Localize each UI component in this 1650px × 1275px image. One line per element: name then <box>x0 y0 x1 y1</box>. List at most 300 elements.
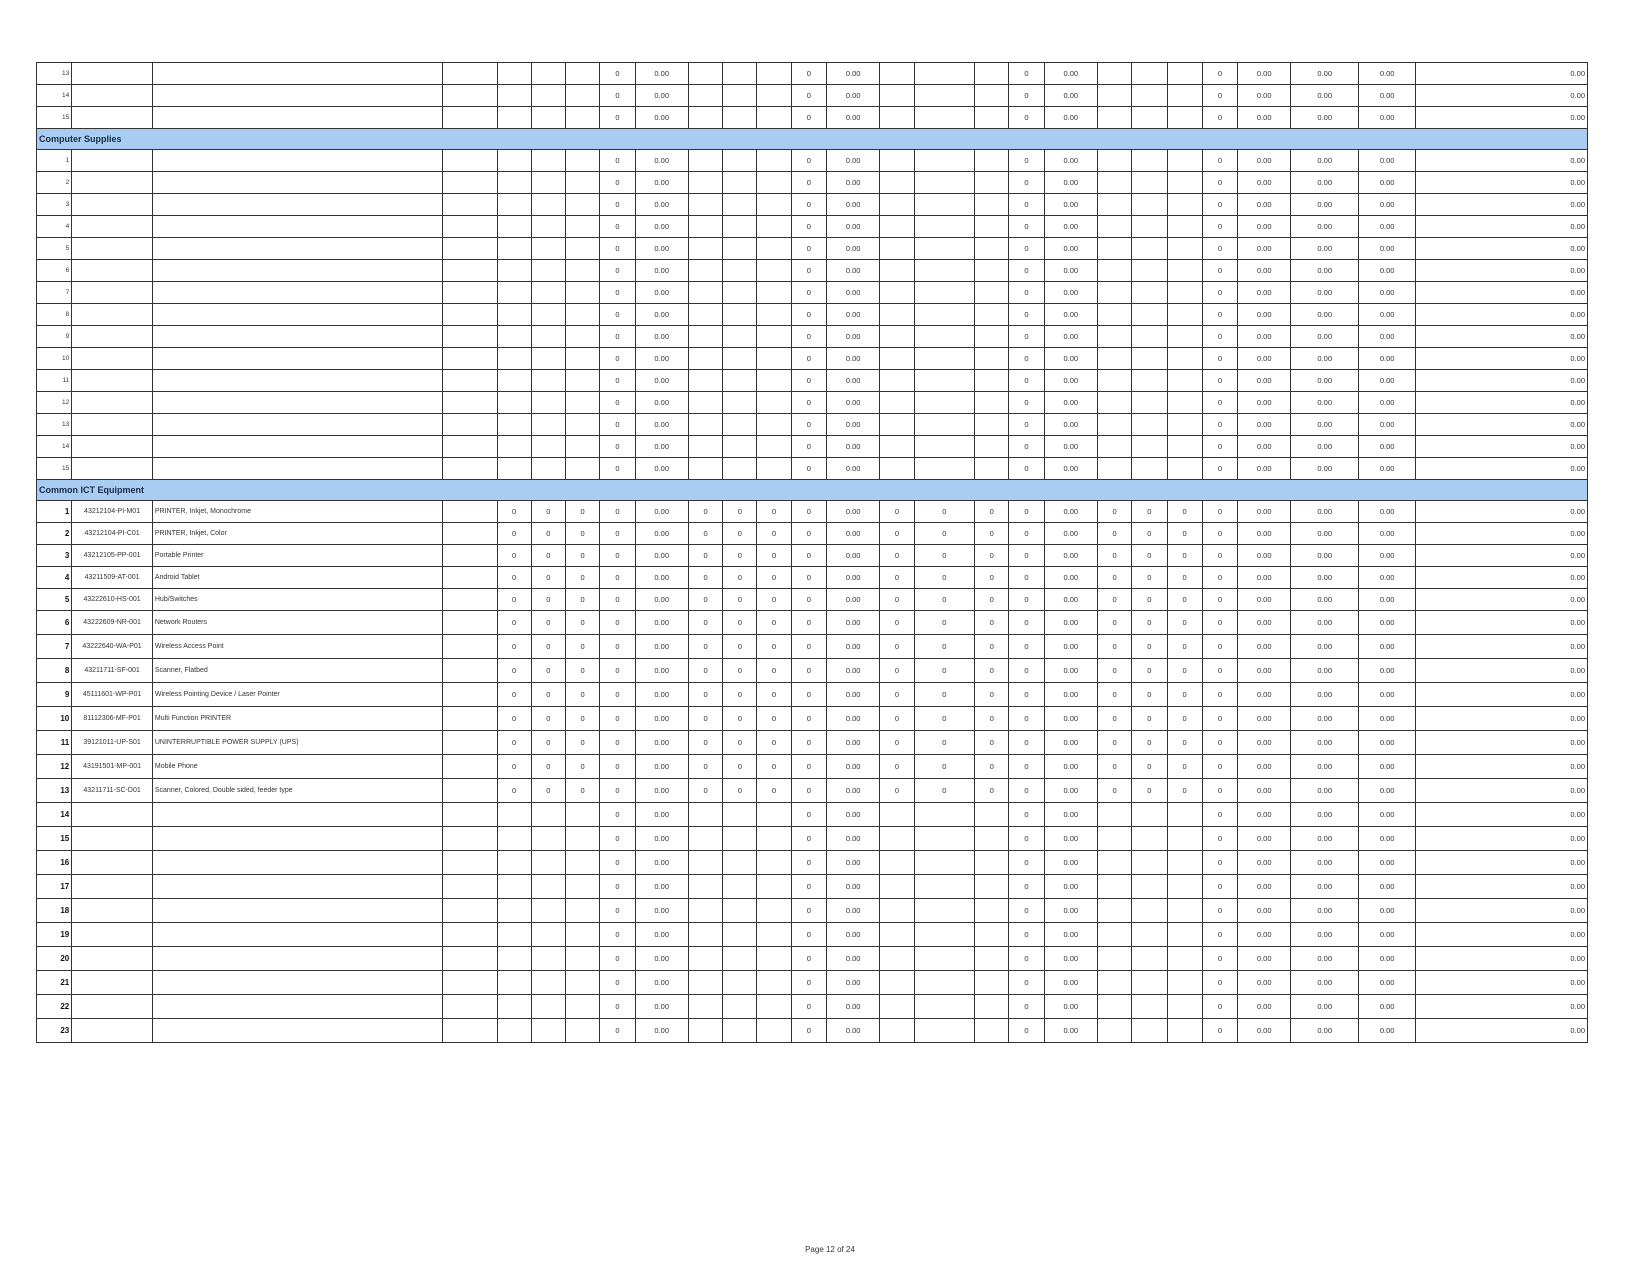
quarter-qty: 0 <box>600 282 635 304</box>
month-qty <box>1167 326 1202 348</box>
quarter-qty: 0 <box>1202 260 1237 282</box>
month-qty: 0 <box>1167 523 1202 545</box>
month-qty <box>566 326 600 348</box>
quarter-amount: 0.00 <box>1044 436 1097 458</box>
month-qty: 0 <box>1167 731 1202 755</box>
quarter-qty: 0 <box>791 85 826 107</box>
item-description <box>152 216 442 238</box>
item-description <box>152 326 442 348</box>
item-description <box>152 85 442 107</box>
quarter-amount: 0.00 <box>1044 683 1097 707</box>
month-qty <box>531 1019 565 1043</box>
unit-price: 0.00 <box>1358 899 1415 923</box>
month-qty <box>723 348 757 370</box>
item-code <box>72 260 153 282</box>
quarter-qty: 0 <box>791 683 826 707</box>
month-qty <box>566 923 600 947</box>
month-qty <box>880 458 914 480</box>
month-qty <box>757 851 791 875</box>
month-qty: 0 <box>757 545 791 567</box>
month-qty <box>531 238 565 260</box>
month-qty <box>723 216 757 238</box>
row-number: 8 <box>37 304 72 326</box>
month-qty: 0 <box>1167 611 1202 635</box>
month-qty <box>914 238 974 260</box>
month-qty <box>497 216 531 238</box>
unit-price: 0.00 <box>1358 611 1415 635</box>
unit-price: 0.00 <box>1358 923 1415 947</box>
quarter-qty: 0 <box>1009 683 1044 707</box>
total-qty-amount: 0.00 <box>1291 370 1359 392</box>
month-qty: 0 <box>914 635 974 659</box>
month-qty <box>880 348 914 370</box>
quarter-qty: 0 <box>600 238 635 260</box>
unit <box>443 107 497 129</box>
month-qty <box>1167 851 1202 875</box>
month-qty <box>1097 803 1131 827</box>
month-qty <box>1132 995 1167 1019</box>
month-qty: 0 <box>1132 501 1167 523</box>
quarter-amount: 0.00 <box>1044 995 1097 1019</box>
item-description <box>152 827 442 851</box>
row-number: 7 <box>37 282 72 304</box>
month-qty <box>880 107 914 129</box>
month-qty <box>757 326 791 348</box>
quarter-qty: 0 <box>600 779 635 803</box>
month-qty <box>688 899 722 923</box>
month-qty: 0 <box>531 501 565 523</box>
month-qty <box>914 851 974 875</box>
month-qty <box>531 107 565 129</box>
quarter-qty: 0 <box>600 683 635 707</box>
quarter-amount: 0.00 <box>826 348 879 370</box>
month-qty <box>723 414 757 436</box>
month-qty: 0 <box>531 611 565 635</box>
month-qty: 0 <box>1097 545 1131 567</box>
quarter-amount: 0.00 <box>635 501 688 523</box>
quarter-amount: 0.00 <box>1238 995 1291 1019</box>
month-qty <box>757 436 791 458</box>
item-code <box>72 436 153 458</box>
month-qty: 0 <box>723 589 757 611</box>
month-qty <box>688 304 722 326</box>
item-description: Multi Function PRINTER <box>152 707 442 731</box>
month-qty <box>1097 851 1131 875</box>
month-qty: 0 <box>975 635 1009 659</box>
item-code <box>72 923 153 947</box>
item-description: PRINTER, Inkjet, Color <box>152 523 442 545</box>
month-qty <box>688 827 722 851</box>
month-qty <box>880 216 914 238</box>
quarter-amount: 0.00 <box>826 260 879 282</box>
total-qty-amount: 0.00 <box>1291 172 1359 194</box>
month-qty: 0 <box>566 523 600 545</box>
total-amount: 0.00 <box>1416 260 1588 282</box>
quarter-amount: 0.00 <box>635 458 688 480</box>
unit-price: 0.00 <box>1358 370 1415 392</box>
unit-price: 0.00 <box>1358 172 1415 194</box>
month-qty <box>531 971 565 995</box>
unit-price: 0.00 <box>1358 238 1415 260</box>
unit-price: 0.00 <box>1358 348 1415 370</box>
quarter-amount: 0.00 <box>826 971 879 995</box>
quarter-qty: 0 <box>791 216 826 238</box>
month-qty <box>880 238 914 260</box>
quarter-amount: 0.00 <box>1044 971 1097 995</box>
quarter-qty: 0 <box>1009 85 1044 107</box>
month-qty <box>975 107 1009 129</box>
month-qty <box>723 63 757 85</box>
unit <box>443 851 497 875</box>
month-qty <box>880 971 914 995</box>
item-code: 43212105-PP-001 <box>72 545 153 567</box>
month-qty: 0 <box>1167 589 1202 611</box>
unit-price: 0.00 <box>1358 635 1415 659</box>
month-qty <box>723 923 757 947</box>
month-qty <box>723 803 757 827</box>
month-qty <box>1167 348 1202 370</box>
table-row <box>37 545 1588 567</box>
month-qty <box>1097 899 1131 923</box>
month-qty: 0 <box>688 707 722 731</box>
month-qty <box>757 150 791 172</box>
unit-price: 0.00 <box>1358 683 1415 707</box>
month-qty: 0 <box>497 779 531 803</box>
unit <box>443 326 497 348</box>
total-amount: 0.00 <box>1416 851 1588 875</box>
unit <box>443 216 497 238</box>
quarter-qty: 0 <box>1202 779 1237 803</box>
unit-price: 0.00 <box>1358 567 1415 589</box>
month-qty: 0 <box>566 545 600 567</box>
total-qty-amount: 0.00 <box>1291 326 1359 348</box>
month-qty: 0 <box>1097 755 1131 779</box>
month-qty <box>975 458 1009 480</box>
quarter-qty: 0 <box>791 326 826 348</box>
unit-price: 0.00 <box>1358 326 1415 348</box>
quarter-qty: 0 <box>1202 755 1237 779</box>
month-qty <box>975 875 1009 899</box>
month-qty <box>1132 85 1167 107</box>
month-qty: 0 <box>688 779 722 803</box>
table-row <box>37 707 1588 731</box>
month-qty <box>497 414 531 436</box>
unit <box>443 85 497 107</box>
total-qty-amount: 0.00 <box>1291 1019 1359 1043</box>
quarter-amount: 0.00 <box>826 755 879 779</box>
row-number: 13 <box>37 63 72 85</box>
quarter-amount: 0.00 <box>1044 304 1097 326</box>
month-qty <box>497 194 531 216</box>
total-amount: 0.00 <box>1416 523 1588 545</box>
total-amount: 0.00 <box>1416 1019 1588 1043</box>
quarter-qty: 0 <box>1009 779 1044 803</box>
table-row <box>37 1019 1588 1043</box>
month-qty <box>688 326 722 348</box>
month-qty <box>914 282 974 304</box>
table-row <box>37 194 1588 216</box>
quarter-qty: 0 <box>600 194 635 216</box>
unit <box>443 947 497 971</box>
month-qty <box>1132 348 1167 370</box>
quarter-qty: 0 <box>600 436 635 458</box>
month-qty <box>1167 392 1202 414</box>
quarter-amount: 0.00 <box>826 995 879 1019</box>
month-qty: 0 <box>914 567 974 589</box>
month-qty <box>975 392 1009 414</box>
quarter-qty: 0 <box>600 899 635 923</box>
month-qty <box>1132 875 1167 899</box>
quarter-qty: 0 <box>600 370 635 392</box>
quarter-amount: 0.00 <box>1044 779 1097 803</box>
total-amount: 0.00 <box>1416 282 1588 304</box>
month-qty: 0 <box>531 567 565 589</box>
quarter-amount: 0.00 <box>826 436 879 458</box>
month-qty: 0 <box>757 567 791 589</box>
quarter-amount: 0.00 <box>826 326 879 348</box>
month-qty <box>1132 899 1167 923</box>
month-qty <box>688 282 722 304</box>
table-row <box>37 803 1588 827</box>
row-number: 18 <box>37 899 72 923</box>
table-row <box>37 458 1588 480</box>
row-number: 11 <box>37 731 72 755</box>
month-qty: 0 <box>723 567 757 589</box>
quarter-amount: 0.00 <box>826 827 879 851</box>
quarter-qty: 0 <box>1009 392 1044 414</box>
unit <box>443 304 497 326</box>
total-qty-amount: 0.00 <box>1291 589 1359 611</box>
month-qty <box>975 260 1009 282</box>
table-row <box>37 523 1588 545</box>
month-qty: 0 <box>975 611 1009 635</box>
month-qty <box>497 260 531 282</box>
quarter-qty: 0 <box>1202 85 1237 107</box>
month-qty: 0 <box>723 545 757 567</box>
total-amount: 0.00 <box>1416 370 1588 392</box>
month-qty <box>497 304 531 326</box>
month-qty <box>723 392 757 414</box>
quarter-amount: 0.00 <box>1238 683 1291 707</box>
quarter-qty: 0 <box>600 172 635 194</box>
quarter-amount: 0.00 <box>635 947 688 971</box>
quarter-amount: 0.00 <box>1044 611 1097 635</box>
quarter-amount: 0.00 <box>1238 501 1291 523</box>
quarter-qty: 0 <box>600 85 635 107</box>
month-qty <box>1132 436 1167 458</box>
quarter-qty: 0 <box>791 545 826 567</box>
month-qty <box>723 282 757 304</box>
table-row <box>37 611 1588 635</box>
month-qty: 0 <box>1132 779 1167 803</box>
row-number: 15 <box>37 827 72 851</box>
month-qty <box>1097 63 1131 85</box>
month-qty <box>497 851 531 875</box>
quarter-amount: 0.00 <box>635 194 688 216</box>
quarter-amount: 0.00 <box>635 523 688 545</box>
month-qty: 0 <box>914 683 974 707</box>
total-amount: 0.00 <box>1416 731 1588 755</box>
month-qty <box>975 194 1009 216</box>
row-number: 8 <box>37 659 72 683</box>
month-qty <box>757 1019 791 1043</box>
month-qty <box>566 458 600 480</box>
quarter-amount: 0.00 <box>1238 659 1291 683</box>
quarter-amount: 0.00 <box>826 899 879 923</box>
month-qty <box>1097 971 1131 995</box>
month-qty <box>723 947 757 971</box>
quarter-qty: 0 <box>600 545 635 567</box>
month-qty <box>975 304 1009 326</box>
total-amount: 0.00 <box>1416 971 1588 995</box>
quarter-amount: 0.00 <box>1238 216 1291 238</box>
total-amount: 0.00 <box>1416 803 1588 827</box>
quarter-qty: 0 <box>1009 238 1044 260</box>
quarter-amount: 0.00 <box>1044 85 1097 107</box>
month-qty <box>1097 304 1131 326</box>
quarter-qty: 0 <box>791 899 826 923</box>
page-number: Page 12 of 24 <box>805 1245 855 1254</box>
month-qty <box>566 392 600 414</box>
item-description <box>152 875 442 899</box>
quarter-qty: 0 <box>1202 545 1237 567</box>
quarter-qty: 0 <box>600 659 635 683</box>
quarter-qty: 0 <box>791 995 826 1019</box>
quarter-amount: 0.00 <box>635 755 688 779</box>
item-code <box>72 63 153 85</box>
month-qty <box>880 172 914 194</box>
quarter-amount: 0.00 <box>635 545 688 567</box>
quarter-qty: 0 <box>1202 659 1237 683</box>
item-description: Wireless Pointing Device / Laser Pointer <box>152 683 442 707</box>
quarter-qty: 0 <box>791 194 826 216</box>
month-qty <box>1132 827 1167 851</box>
item-code: 81112306-MF-P01 <box>72 707 153 731</box>
item-description <box>152 458 442 480</box>
month-qty: 0 <box>497 611 531 635</box>
table-row <box>37 827 1588 851</box>
unit <box>443 707 497 731</box>
month-qty: 0 <box>497 659 531 683</box>
month-qty <box>1097 1019 1131 1043</box>
total-amount: 0.00 <box>1416 995 1588 1019</box>
month-qty <box>757 947 791 971</box>
month-qty <box>1132 194 1167 216</box>
month-qty: 0 <box>757 659 791 683</box>
month-qty <box>1132 282 1167 304</box>
quarter-amount: 0.00 <box>826 851 879 875</box>
quarter-amount: 0.00 <box>826 238 879 260</box>
unit-price: 0.00 <box>1358 803 1415 827</box>
month-qty <box>914 85 974 107</box>
quarter-qty: 0 <box>791 392 826 414</box>
month-qty: 0 <box>531 683 565 707</box>
month-qty <box>531 348 565 370</box>
total-qty-amount: 0.00 <box>1291 107 1359 129</box>
unit <box>443 458 497 480</box>
table-row <box>37 238 1588 260</box>
month-qty <box>757 923 791 947</box>
item-code: 45111601-WP-P01 <box>72 683 153 707</box>
quarter-amount: 0.00 <box>826 414 879 436</box>
total-qty-amount: 0.00 <box>1291 216 1359 238</box>
month-qty <box>1097 392 1131 414</box>
month-qty <box>1097 875 1131 899</box>
total-qty-amount: 0.00 <box>1291 282 1359 304</box>
quarter-qty: 0 <box>791 458 826 480</box>
table-row <box>37 150 1588 172</box>
quarter-qty: 0 <box>1009 194 1044 216</box>
item-description: Android Tablet <box>152 567 442 589</box>
item-description: Scanner, Colored, Double sided, feeder type <box>152 779 442 803</box>
quarter-qty: 0 <box>791 1019 826 1043</box>
quarter-qty: 0 <box>600 611 635 635</box>
month-qty: 0 <box>1132 659 1167 683</box>
quarter-amount: 0.00 <box>635 282 688 304</box>
month-qty <box>566 1019 600 1043</box>
quarter-qty: 0 <box>791 707 826 731</box>
total-amount: 0.00 <box>1416 827 1588 851</box>
quarter-qty: 0 <box>791 923 826 947</box>
quarter-qty: 0 <box>1009 851 1044 875</box>
table-row <box>37 683 1588 707</box>
month-qty <box>1097 260 1131 282</box>
month-qty: 0 <box>688 523 722 545</box>
quarter-qty: 0 <box>1202 683 1237 707</box>
quarter-qty: 0 <box>600 260 635 282</box>
quarter-amount: 0.00 <box>1044 567 1097 589</box>
month-qty <box>1097 923 1131 947</box>
quarter-amount: 0.00 <box>1044 851 1097 875</box>
quarter-qty: 0 <box>600 304 635 326</box>
quarter-amount: 0.00 <box>1044 150 1097 172</box>
quarter-amount: 0.00 <box>1044 635 1097 659</box>
month-qty <box>880 875 914 899</box>
quarter-qty: 0 <box>600 1019 635 1043</box>
month-qty: 0 <box>566 589 600 611</box>
total-amount: 0.00 <box>1416 238 1588 260</box>
unit-price: 0.00 <box>1358 827 1415 851</box>
table-row <box>37 995 1588 1019</box>
month-qty <box>1097 436 1131 458</box>
row-number: 15 <box>37 458 72 480</box>
quarter-qty: 0 <box>1202 875 1237 899</box>
month-qty <box>1132 260 1167 282</box>
row-number: 10 <box>37 348 72 370</box>
month-qty: 0 <box>497 755 531 779</box>
quarter-qty: 0 <box>791 947 826 971</box>
total-qty-amount: 0.00 <box>1291 707 1359 731</box>
total-qty-amount: 0.00 <box>1291 659 1359 683</box>
quarter-qty: 0 <box>1202 635 1237 659</box>
section-title: Computer Supplies <box>37 129 1588 150</box>
item-description <box>152 392 442 414</box>
month-qty <box>566 107 600 129</box>
quarter-amount: 0.00 <box>635 238 688 260</box>
month-qty <box>914 899 974 923</box>
quarter-qty: 0 <box>791 370 826 392</box>
month-qty: 0 <box>1132 611 1167 635</box>
month-qty <box>1167 150 1202 172</box>
month-qty <box>531 875 565 899</box>
quarter-qty: 0 <box>791 304 826 326</box>
month-qty: 0 <box>723 635 757 659</box>
quarter-amount: 0.00 <box>635 370 688 392</box>
month-qty <box>975 172 1009 194</box>
row-number: 10 <box>37 707 72 731</box>
month-qty: 0 <box>880 707 914 731</box>
month-qty <box>531 947 565 971</box>
